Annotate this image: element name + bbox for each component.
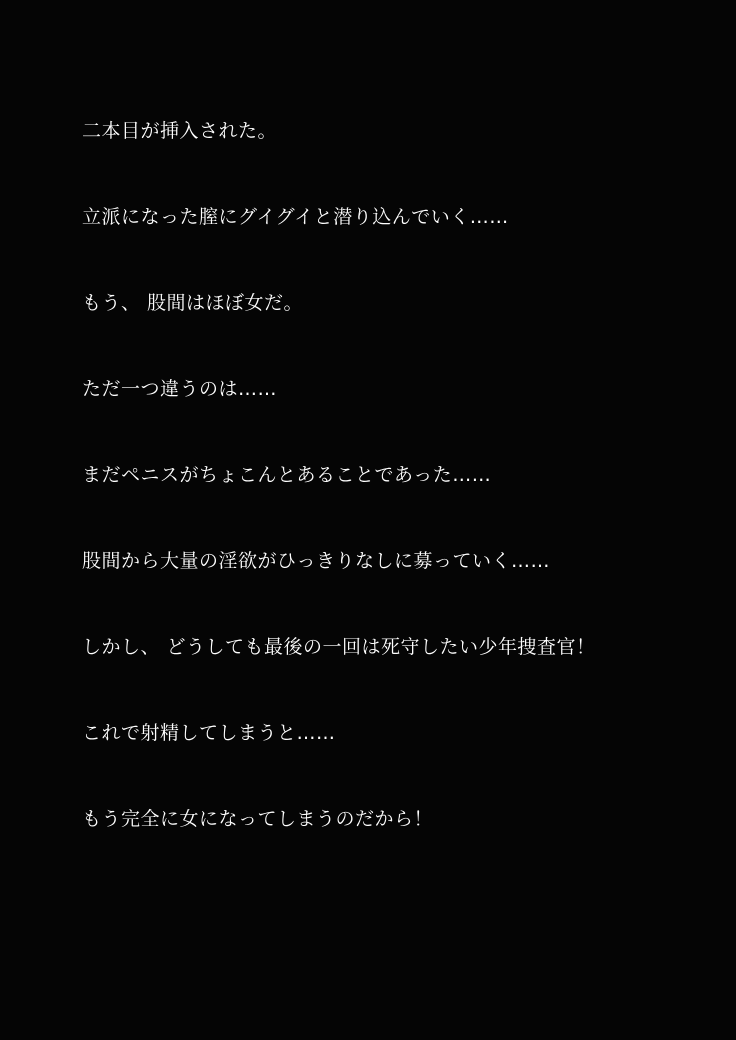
story-line: しかし、 どうしても最後の一回は死守したい少年捜査官！ xyxy=(82,636,596,658)
story-line: ただ一つ違うのは…… xyxy=(82,378,278,400)
story-line: 股間から大量の淫欲がひっきりなしに募っていく…… xyxy=(82,550,551,572)
story-line: もう、 股間はほぼ女だ。 xyxy=(82,292,304,314)
story-line: まだペニスがちょこんとあることであった…… xyxy=(82,464,492,486)
story-line: もう完全に女になってしまうのだから！ xyxy=(82,808,434,830)
story-text-block xyxy=(82,118,682,832)
story-line: これで射精してしまうと…… xyxy=(82,722,336,744)
story-line: 二本目が挿入された。 xyxy=(82,120,278,142)
story-line: 立派になった膣にグイグイと潜り込んでいく…… xyxy=(82,206,509,228)
